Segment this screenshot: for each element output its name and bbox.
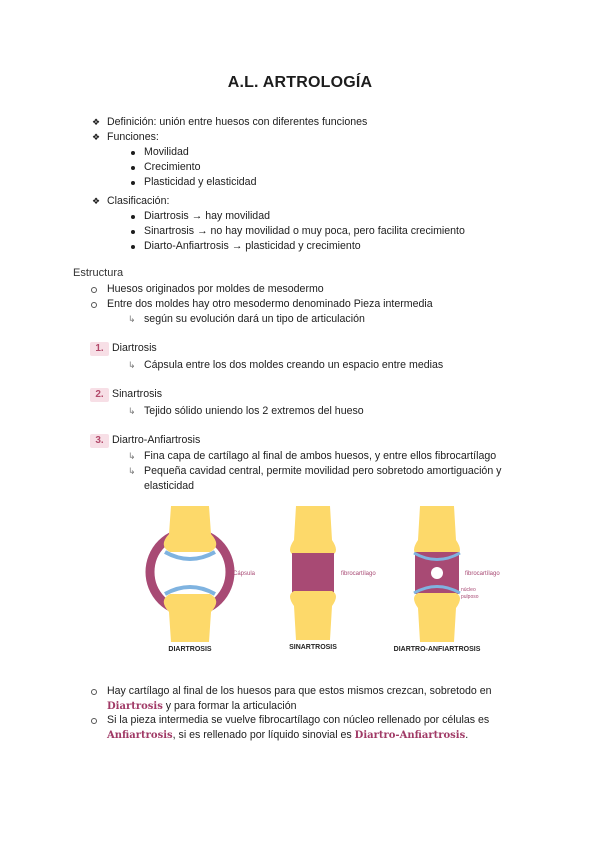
bullet-dot-icon [131, 181, 135, 185]
bullet-dot-icon [131, 151, 135, 155]
fibrocartilago-label: fibrocartílago [341, 571, 376, 577]
estructura-subitem: según su evolución dará un tipo de articulación [144, 313, 365, 325]
funcion-item: Movilidad [144, 146, 189, 158]
upper-bone [414, 506, 460, 555]
lower-bone [414, 593, 460, 642]
diartrosis-caption: DIARTROSIS [168, 646, 212, 653]
sinartrosis-caption: SINARTROSIS [289, 644, 337, 651]
nucleus-pointer [443, 577, 459, 590]
diartrosis-diagram [150, 506, 256, 653]
fibrocartilage-tissue [415, 552, 459, 594]
section-title: Diartrosis [112, 342, 157, 354]
funcion-item: Crecimiento [144, 161, 201, 173]
sinartrosis-diagram [289, 506, 376, 651]
clasificacion-item: Diarto-Anfiartrosis → plasticidad y crecimiento [144, 240, 361, 252]
upper-bone [164, 506, 217, 552]
page-title: A.L. ARTROLOGÍA [227, 74, 373, 91]
circle-bullet-icon [91, 689, 97, 695]
return-arrow-icon: ↳ [128, 466, 136, 476]
section-subitem: Tejido sólido uniendo los 2 extremos del hueso [144, 405, 364, 417]
bullet-dot-icon [131, 230, 135, 234]
section-subitem: Pequeña cavidad central, permite movilidad pero sobretodo amortiguación y [144, 465, 502, 477]
upper-cartilage [414, 553, 460, 560]
section-number-badge: 1. [90, 342, 109, 356]
section-subitem: Cápsula entre los dos moldes creando un espacio entre medias [144, 359, 444, 371]
capsula-label: Cápsula [233, 571, 256, 577]
funciones-label: Funciones: [107, 131, 159, 143]
section-subitem: elasticidad [144, 480, 195, 492]
diamond-bullet-icon: ❖ [92, 196, 101, 206]
bottom-paragraph-line [107, 728, 468, 743]
capsule-ring [150, 532, 230, 612]
lower-cartilage [414, 587, 460, 594]
lower-bone [164, 594, 217, 642]
bullet-dot-icon [131, 245, 135, 249]
section-number-badge: 2. [90, 388, 109, 402]
clasificacion-item: Sinartrosis → no hay movilidad o muy poca, pero facilita crecimiento [144, 225, 465, 237]
lower-cartilage [165, 587, 215, 594]
upper-cartilage [165, 552, 215, 559]
lower-bone [290, 591, 336, 640]
section-number-badge: 3. [90, 434, 109, 448]
bottom-paragraph-line: Hay cartílago al final de los huesos para que estos mismos crezcan, sobretodo en [107, 685, 492, 697]
section-title: Sinartrosis [112, 388, 163, 400]
pulposo-label: pulposo [461, 594, 479, 600]
term-diartrosis: Diartrosis [107, 701, 163, 712]
bottom-paragraph-line: Si la pieza intermedia se vuelve fibrocartílago con núcleo rellenado por células es [107, 714, 490, 726]
upper-bone [290, 506, 336, 555]
paragraph-text: . [465, 729, 469, 741]
circle-bullet-icon [91, 302, 97, 308]
definicion-text: Definición: unión entre huesos con diferentes funciones [107, 116, 368, 128]
estructura-item: Huesos originados por moldes de mesodermo [107, 283, 324, 295]
bullet-dot-icon [131, 166, 135, 170]
anfiartrosis-caption: DIARTRO-ANFIARTROSIS [393, 646, 481, 653]
return-arrow-icon: ↳ [128, 314, 136, 324]
paragraph-text: , si es rellenado por líquido sinovial es [172, 729, 355, 741]
section-subitem: Fina capa de cartílago al final de ambos huesos, y entre ellos fibrocartílago [144, 450, 497, 462]
bullet-dot-icon [131, 215, 135, 219]
diamond-bullet-icon: ❖ [92, 132, 101, 142]
nucleo-label: núcleo [461, 587, 476, 593]
diamond-bullet-icon: ❖ [92, 117, 101, 127]
bottom-paragraph-line [107, 699, 297, 714]
fibrous-tissue [292, 553, 334, 593]
paragraph-text: y para formar la articulación [162, 700, 297, 712]
estructura-heading: Estructura [73, 267, 124, 279]
return-arrow-icon: ↳ [128, 451, 136, 461]
term-diartro-anfiartrosis: Diartro-Anfiartrosis [354, 730, 466, 741]
fibrocartilago-label: fibrocartílago [465, 571, 500, 577]
nucleus-cavity [431, 567, 443, 579]
funcion-item: Plasticidad y elasticidad [144, 176, 257, 188]
clasificacion-item: Diartrosis → hay movilidad [144, 210, 270, 222]
section-title: Diartro-Anfiartrosis [112, 434, 201, 446]
term-anfiartrosis: Anfiartrosis [107, 730, 173, 741]
return-arrow-icon: ↳ [128, 406, 136, 416]
estructura-item: Entre dos moldes hay otro mesodermo denominado Pieza intermedia [107, 298, 433, 310]
diartro-anfiartrosis-diagram [394, 506, 501, 653]
return-arrow-icon: ↳ [128, 360, 136, 370]
circle-bullet-icon [91, 718, 97, 724]
circle-bullet-icon [91, 287, 97, 293]
clasificacion-label: Clasificación: [107, 195, 170, 207]
